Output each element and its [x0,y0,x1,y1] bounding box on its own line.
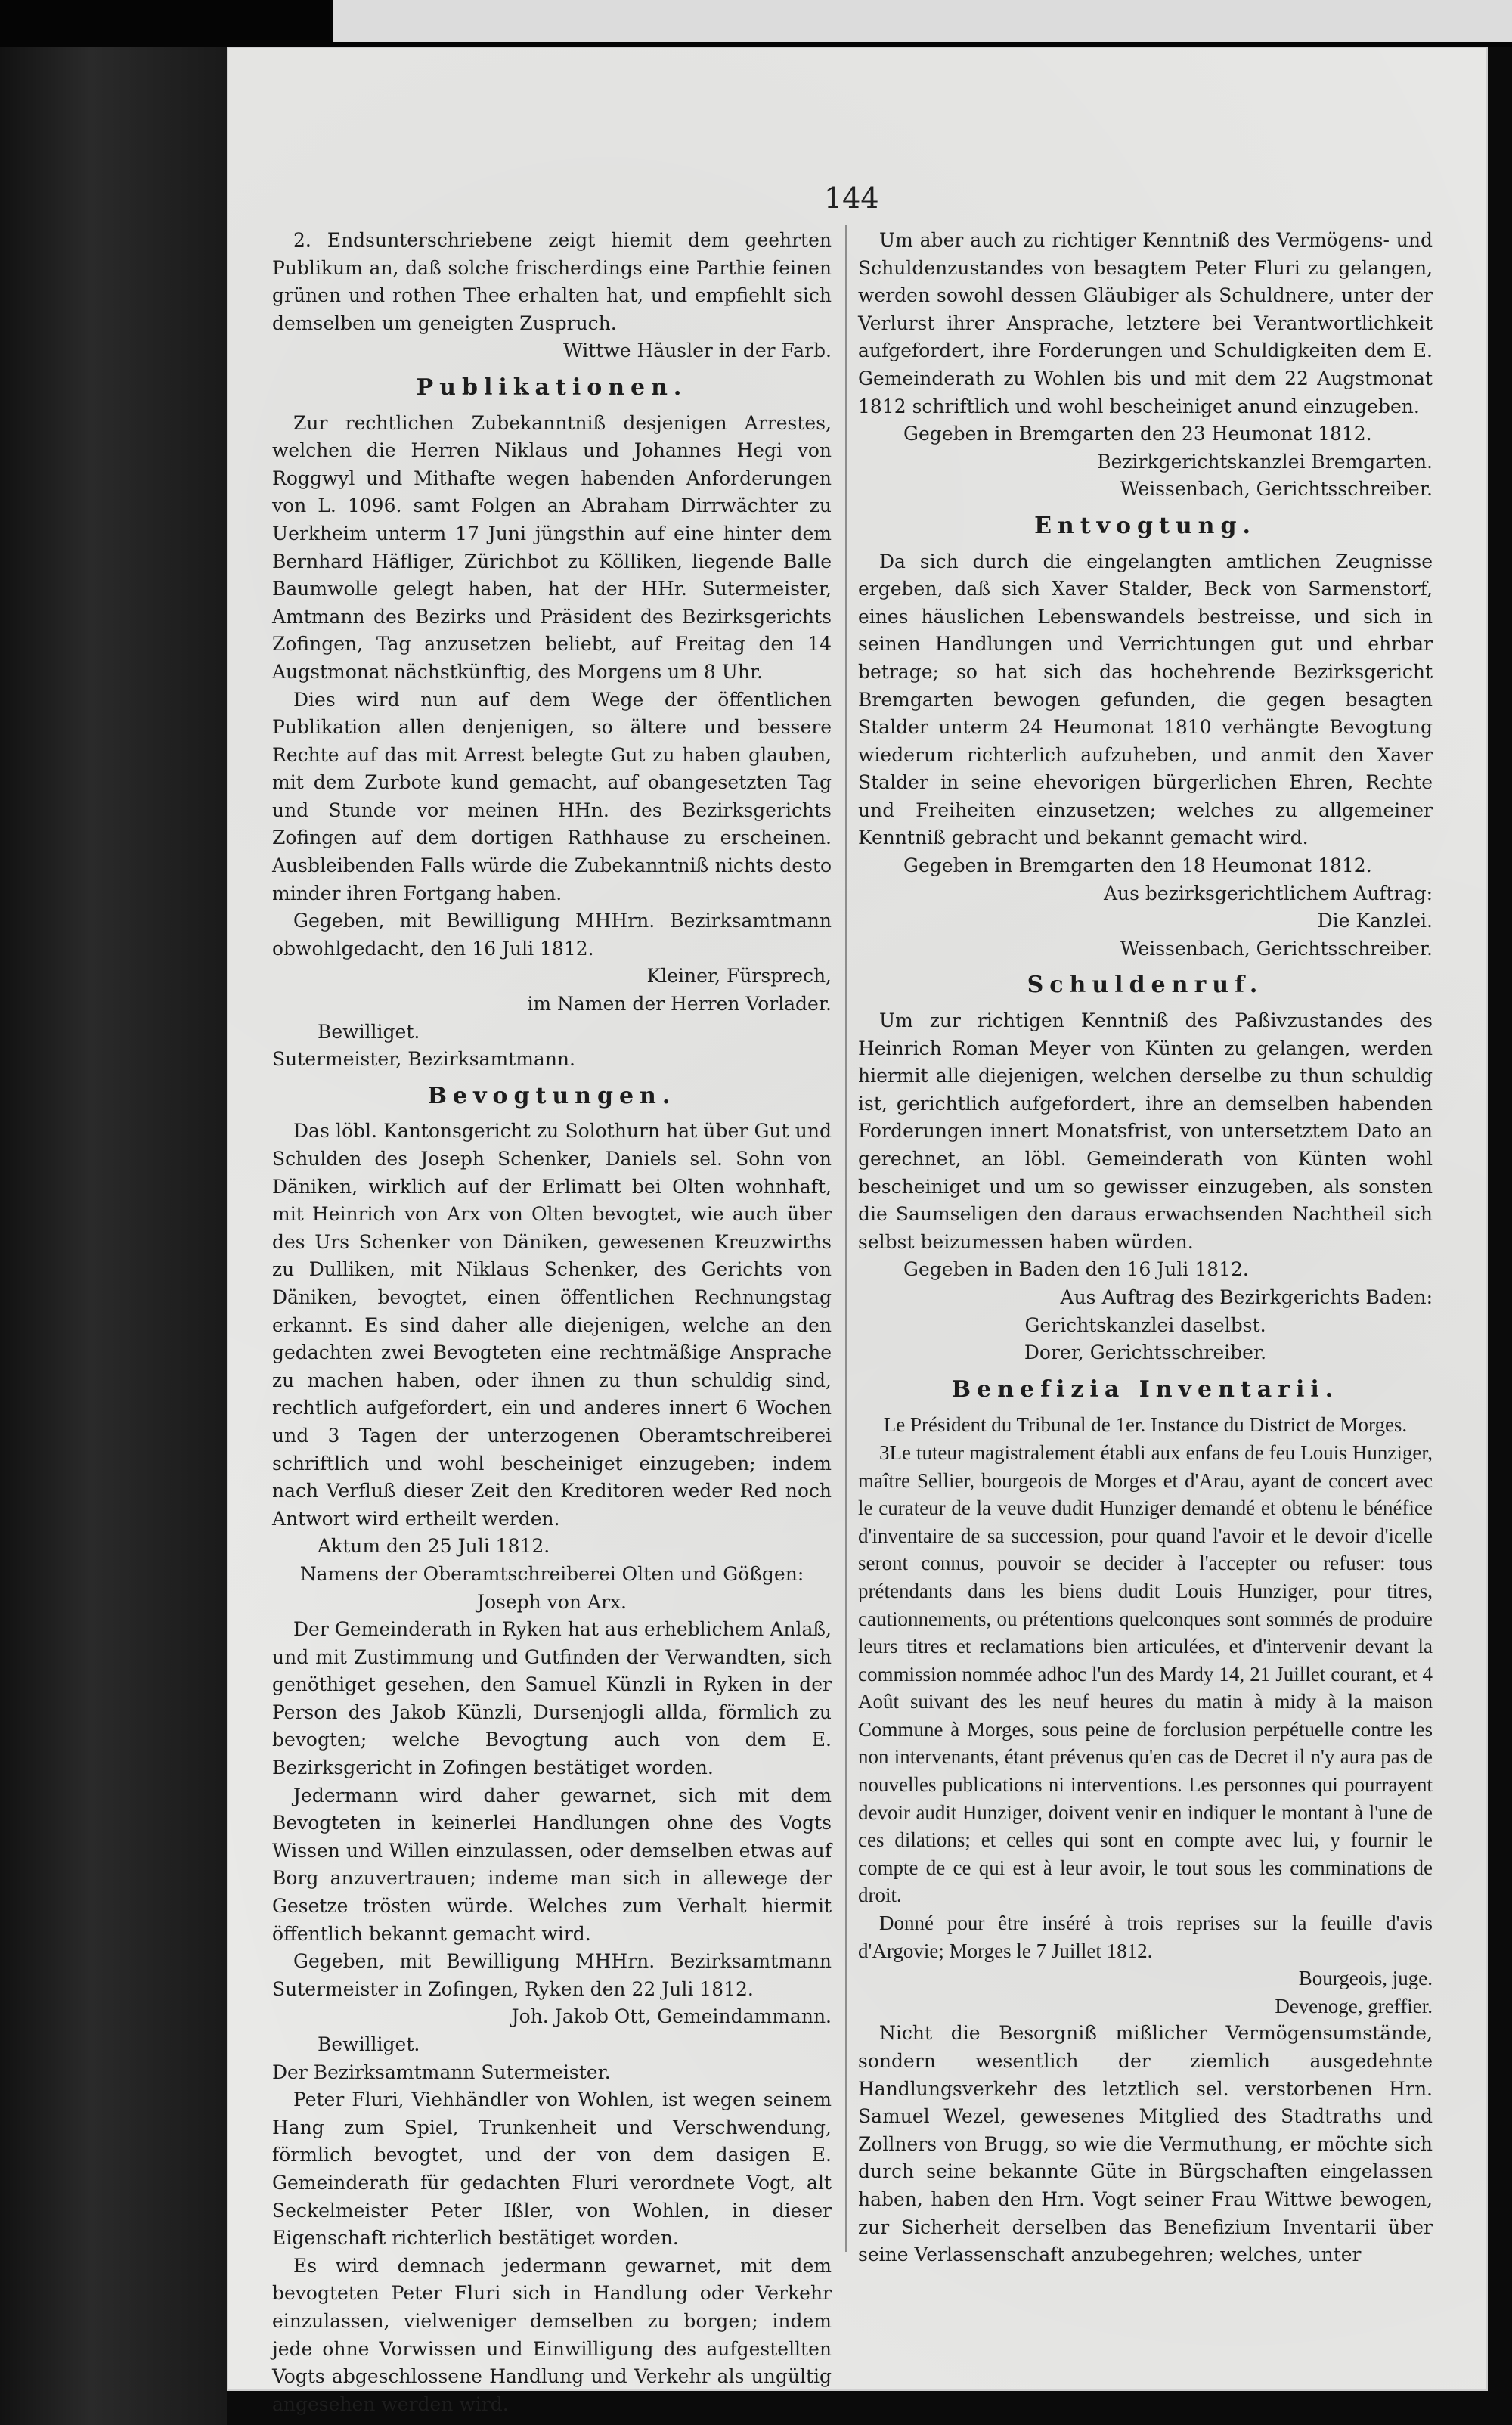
text-block: Aus Auftrag des Bezirkgerichts Baden: [1060,1285,1433,1308]
text-block: Nicht die Besorgniß mißlicher Vermögensumstände, sondern wesentlich der ziemlich ausgedehnte Handlungsverkehr des letztlich sel. verstorbenen Hrn. Samuel Wezel, gewesenes Mitglied des Stadtraths und Zollners von Brugg, so wie die Vermuthung, er möchte sich durch seine bekannte Güte in Bürgschaften eingelassen haben, haben den Hrn. Vogt seiner Frau Wittwe bewogen, zur Sicherheit derselben das Benefizium Inventarii über seine Verlassenschaft anzubegehren; welches, unter [858,2022,1433,2266]
text-block: Da sich durch die eingelangten amtlichen Zeugnisse ergeben, daß sich Xaver Stalder, Beck von Sarmenstorf, eines häuslichen Lebenswandels bestreisse, und sich in seinen Handlungen und Verrichtungen gut und ehrbar betrage; so hat sich das hochehrende Bezirksgericht Bremgarten bewogen gefunden, die gegen besagten Stalder unterm 24 Heumonat 1810 verhängte Bevogtung wiederum richterlich aufzuheben, und anmit den Xaver Stalder in seine ehevorigen bürgerlichen Ehren, Rechte und Freiheiten einzusetzen; welches zu allgemeiner Kenntniß gebracht und bekannt gemacht wird. [858,550,1433,849]
text-block: Die Kanzlei. [1317,910,1433,932]
section-heading: Benefizia Inventarii. [951,1375,1340,1403]
text-block: Namens der Oberamtschreiberei Olten und Gößgen: [299,1562,804,1585]
text-block: Zur rechtlichen Zubekanntniß desjenigen Arrestes, welchen die Herren Niklaus und Johannes Hegi von Roggwyl und Mithafte wegen habenden Anforderungen von L. 1096. samt Folgen an Abraham Dirrwächter zu Uerkheim unterm 17 Juni jüngsthin auf eine hinter dem Bernhard Häfliger, Zürichbot zu Kölliken, liegende Balle Baumwolle gelegt haben, hat der HHr. Sutermeister, Amtmann des Bezirks und Präsident des Bezirksgerichts Zofingen, Tag anzusetzen beliebt, auf Freitag den 14 Augstmonat nächstkünftig, des Morgens um 8 Uhr. [272,411,832,683]
text-block: im Namen der Herren Vorlader. [527,993,832,1016]
text-block: Der Gemeinderath in Ryken hat aus erheblichem Anlaß, und mit Zustimmung und Gutfinden der Verwandten, sich genöthiget gesehen, den Samuel Künzli in Ryken in der Person des Jakob Künzli, Dursenjogli allda, förmlich zu bevogten; welche Bevogtung auch von dem E. Bezirksgericht in Zofingen bestätiget worden. [272,1618,832,1779]
text-block: Wittwe Häusler in der Farb. [562,340,832,362]
text-block: Bewilliget. [318,1020,420,1043]
section-heading: Publikationen. [416,374,688,401]
text-block: Devenoge, greffier. [1275,1994,1433,2017]
page-number: 144 [824,181,879,215]
section-heading: Bevogtungen. [427,1082,677,1109]
text-block: Aktum den 25 Juli 1812. [318,1535,550,1558]
text-block: 3Le tuteur magistralement établi aux enfans de feu Louis Hunziger, maître Sellier, bourgeois de Morges et d'Arau, ayant de concert avec le curateur de la veuve dudit Hunziger demandé et obtenu le bénéfice d'inventaire de sa succession, pour quand l'avoir et le devoir d'icelle seront connus, pouvoir se decider à l'accepter ou refuser: tous prétendants dans les biens dudit Louis Hunziger, pour titres, cautionnements, ou prétentions quelconques sont sommés de produire leurs titres et reclamations bien articulées, et d'intervenir devant la commission nommée adhoc l'un des Mardy 14, 21 Juillet courant, et 4 Août suivant des les neuf heures du matin à midy à la maison Commune à Morges, sous peine de forclusion perpétuelle contre les non intervenants, étant prévenus qu'en cas de Decret il n'y aura pas de nouvelles publications ni interventions. Les personnes qui pourrayent devoir audit Hunziger, doivent venir en indiquer le montant à l'une de ces dilations; et celles qui sont en compte avec lui, y fournir le compte de ce qui est à leur avoir, le tout sous les comminations de droit. [858,1440,1433,1907]
text-block: Dorer, Gerichtsschreiber. [1024,1341,1267,1364]
text-block: Joh. Jakob Ott, Gemeindammann. [511,2005,832,2028]
text-block: Jedermann wird daher gewarnet, sich mit dem Bevogteten in keinerlei Handlungen ohne des Vogts Wissen und Willen einzulassen, oder demselben etwas auf Borg anzuvertrauen; indeme man sich in allewege der Gesetze trösten würde. Welches zum Verhalt hiermit öffentlich bekannt gemacht wird. [272,1784,832,1945]
text-block: Weissenbach, Gerichtsschreiber. [1120,937,1433,960]
text-block: Joseph von Arx. [476,1590,627,1613]
text-block: Sutermeister, Bezirksamtmann. [272,1048,575,1071]
text-block: Gegeben in Bremgarten den 23 Heumonat 1812. [903,423,1372,445]
text-block: Bourgeois, juge. [1298,1967,1433,1990]
text-block: Der Bezirksamtmann Sutermeister. [272,2061,611,2083]
column-divider [845,225,847,2252]
scan-left-edge [0,47,227,2425]
text-block: Das löbl. Kantonsgericht zu Solothurn hat über Gut und Schulden des Joseph Schenker, Daniels sel. Sohn von Däniken, wirklich auf der Erlimatt bei Olten wohnhaft, mit Heinrich von Arx von Olten bevogtet, wie auch über des Urs Schenker von Däniken, gewesenen Kreuzwirths zu Dulliken, mit Niklaus Schenker, des Gerichts von Däniken, bevogtet, einen öffentlichen Rechnungstag erkannt. Es sind daher alle diejenigen, welche an den gedachten zwei Bevogteten eine rechtmäßige Ansprache zu machen haben, oder ihnen zu thun schuldig sind, rechtlich aufgefordert, ein und anderes innert 6 Wochen und 3 Tagen der unterzogenen Oberamtschreiberei schriftlich und wohl bescheiniget einzugeben; indem nach Verfluß dieser Zeit den Kreditoren weder Red noch Antwort wird ertheilt werden. [272,1120,832,1530]
section-heading: Entvogtung. [1034,512,1256,539]
text-block: Aus bezirksgerichtlichem Auftrag: [1104,882,1433,904]
text-block: Um aber auch zu richtiger Kenntniß des Vermögens- und Schuldenzustandes von besagtem Peter Fluri zu gelangen, werden sowohl dessen Gläubiger als Schuldnere, unter der Verlurst ihrer Ansprache, letztere bei Verantwortlichkeit aufgefordert, ihre Forderungen und Schuldigkeiten dem E. Gemeinderath zu Wohlen bis und mit dem 22 Augstmonat 1812 schriftlich und wohl bescheiniget anund einzugeben. [858,229,1433,417]
text-block: Donné pour être inséré à trois reprises sur la feuille d'avis d'Argovie; Morges le 7 Juillet 1812. [858,1912,1433,1962]
text-block: 2. Endsunterschriebene zeigt hiemit dem geehrten Publikum an, daß solche frischerdings eine Parthie feinen grünen und rothen Thee erhalten hat, und empfiehlt sich demselben um geneigten Zuspruch. [272,229,832,334]
scan-top-strip [333,0,1512,42]
text-block: Gerichtskanzlei daselbst. [1024,1313,1266,1336]
text-block: Weissenbach, Gerichtsschreiber. [1120,478,1433,501]
text-block: Le Président du Tribunal de 1er. Instance du District de Morges. [883,1413,1408,1437]
right-column [858,227,1433,2269]
text-block: Um zur richtigen Kenntniß des Paßivzustandes des Heinrich Roman Meyer von Künten zu gelangen, werden hiermit alle diejenigen, welchen derselbe zu thun schuldig ist, gerichtlich aufgefordert, ihre an demselben habenden Forderungen innert Monatsfrist, von untersetztem Dato an gerechnet, an löbl. Gemeinderath von Künten wohl bescheiniget und um so gewisser einzugeben, als sonsten die Saumseligen den daraus erwachsenden Nachtheil sich selbst beizumessen haben würden. [858,1009,1433,1253]
text-block: Peter Fluri, Viehhändler von Wohlen, ist wegen seinem Hang zum Spiel, Trunkenheit und Verschwendung, förmlich bevogtet, und der von dem dasigen E. Gemeinderath für gedachten Fluri verordnete Vogt, alt Seckelmeister Peter Ißler, von Wohlen, in dieser Eigenschaft richterlich bestätiget worden. [272,2089,832,2250]
section-heading: Schuldenruf. [1027,972,1264,999]
text-block: Bewilliget. [318,2033,420,2055]
text-block: Gegeben, mit Bewilligung MHHrn. Bezirksamtmann Sutermeister in Zofingen, Ryken den 22 Juli 1812. [272,1950,832,2000]
text-block: Gegeben in Bremgarten den 18 Heumonat 1812. [903,854,1372,877]
text-block: Kleiner, Fürsprech, [646,965,832,988]
text-block: Bezirkgerichtskanzlei Bremgarten. [1097,450,1433,473]
text-block: Gegeben, mit Bewilligung MHHrn. Bezirksamtmann obwohlgedacht, den 16 Juli 1812. [272,910,832,960]
left-column [272,227,832,2418]
text-block: Gegeben in Baden den 16 Juli 1812. [903,1258,1249,1281]
text-block: Es wird demnach jedermann gewarnet, mit dem bevogteten Peter Fluri sich in Handlung oder Verkehr einzulassen, vielweniger demselben zu borgen; indem jede ohne Vorwissen und Einwilligung des aufgestellten Vogts abgeschlossene Handlung und Verkehr als ungültig angesehen werden wird. [272,2254,832,2415]
text-block: Dies wird nun auf dem Wege der öffentlichen Publikation allen denjenigen, so ältere und bessere Rechte auf das mit Arrest belegte Gut zu haben glauben, mit dem Zurbote kund gemacht, auf obangesetzten Tag und Stunde vor meinen HHn. des Bezirksgerichts Zofingen auf dem dortigen Rathhause zu erscheinen. Ausbleibenden Falls würde die Zubekanntniß nichts desto minder ihren Fortgang haben. [272,688,832,904]
